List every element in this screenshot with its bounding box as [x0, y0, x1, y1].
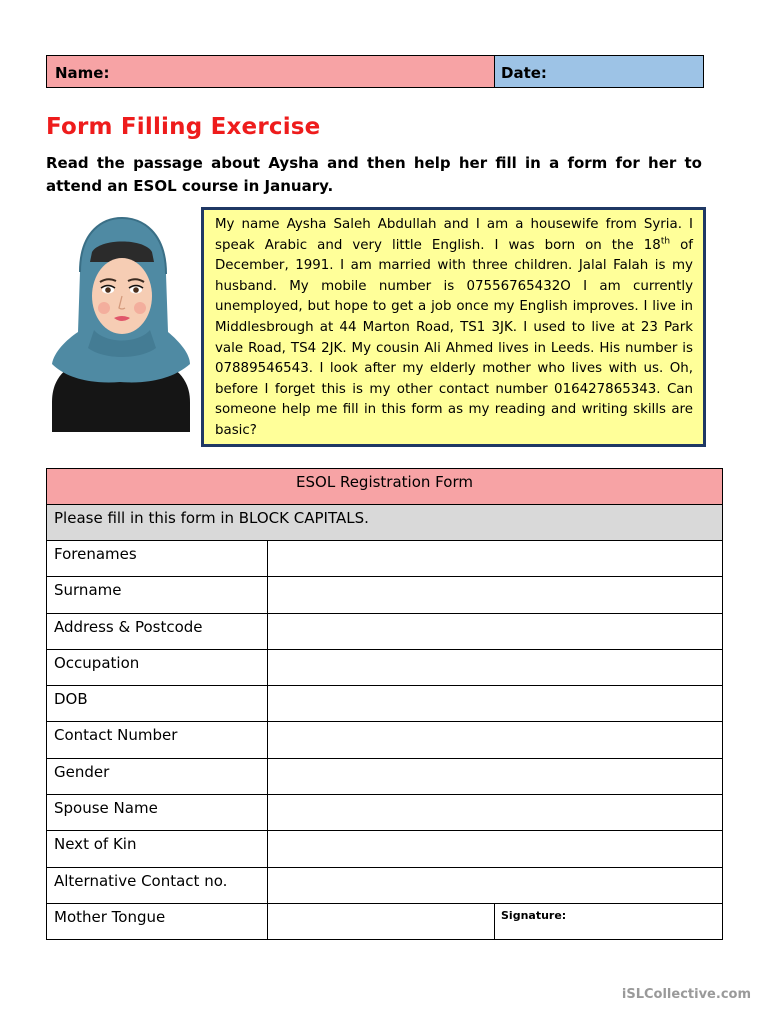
spouse-name-input[interactable]: [268, 795, 723, 831]
date-field[interactable]: [495, 56, 703, 87]
occupation-input[interactable]: [268, 649, 723, 685]
field-label-surname: Surname: [47, 577, 268, 613]
form-row: [47, 795, 723, 831]
gender-input[interactable]: [268, 758, 723, 794]
form-title: ESOL Registration Form: [47, 469, 723, 505]
form-row: [47, 577, 723, 613]
woman-in-hijab-icon: [44, 212, 194, 432]
contact-number-input[interactable]: [268, 722, 723, 758]
field-label-occupation: Occupation: [47, 649, 268, 685]
alternative-contact-input[interactable]: [268, 867, 723, 903]
instructions: Read the passage about Aysha and then help her fill in a form for her to attend an ESOL course in January.: [46, 154, 702, 195]
mother-tongue-input[interactable]: [268, 903, 495, 939]
form-row: [47, 758, 723, 794]
signature-field[interactable]: [495, 903, 723, 939]
field-label-mother-tongue: Mother Tongue: [47, 903, 268, 939]
field-label-alternative-contact: Alternative Contact no.: [47, 867, 268, 903]
forenames-input[interactable]: [268, 541, 723, 577]
esol-registration-form: [46, 468, 723, 940]
form-row: [47, 831, 723, 867]
passage-text-2: of December, 1991. I am married with three children. Jalal Falah is my husband. My mobile number is 07556765432O I am currently unemployed, but hope to get a job once my English improves. I live in Middlesbrough at 44 Marton Road, TS1 3JK. I used to live at 23 Park vale Road, TS4 2JK. My cousin Ali Ahmed lives in Leeds. His number is 07889546543. I look after my elderly mother who lives with us. Oh, before I forget this is my other contact number 016427865343. Can someone help me fill in this form as my reading and writing skills are basic?: [215, 237, 693, 438]
passage-superscript: th: [660, 236, 671, 247]
name-field[interactable]: [47, 56, 495, 87]
dob-input[interactable]: [268, 686, 723, 722]
field-label-next-of-kin: Next of Kin: [47, 831, 268, 867]
field-label-contact-number: Contact Number: [47, 722, 268, 758]
watermark: iSLCollective.com: [621, 987, 751, 1002]
address-input[interactable]: [268, 613, 723, 649]
name-date-bar: [46, 55, 704, 88]
form-row: [47, 541, 723, 577]
field-label-address: Address & Postcode: [47, 613, 268, 649]
form-row: [47, 903, 723, 939]
form-row: [47, 686, 723, 722]
field-label-spouse-name: Spouse Name: [47, 795, 268, 831]
next-of-kin-input[interactable]: [268, 831, 723, 867]
page-title: Form Filling Exercise: [46, 114, 321, 140]
field-label-dob: DOB: [47, 686, 268, 722]
field-label-forenames: Forenames: [47, 541, 268, 577]
field-label-gender: Gender: [47, 758, 268, 794]
passage-text-1: My name Aysha Saleh Abdullah and I am a housewife from Syria. I speak Arabic and very little English. I was born on the 18: [215, 217, 693, 253]
form-row: [47, 722, 723, 758]
signature-label: Signature:: [501, 908, 567, 922]
form-row: [47, 613, 723, 649]
form-note: Please fill in this form in BLOCK CAPITALS.: [47, 505, 723, 541]
date-label: Date:: [501, 64, 547, 82]
name-label: Name:: [55, 64, 110, 82]
surname-input[interactable]: [268, 577, 723, 613]
aysha-passage: [201, 207, 706, 447]
form-row: [47, 867, 723, 903]
form-row: [47, 649, 723, 685]
